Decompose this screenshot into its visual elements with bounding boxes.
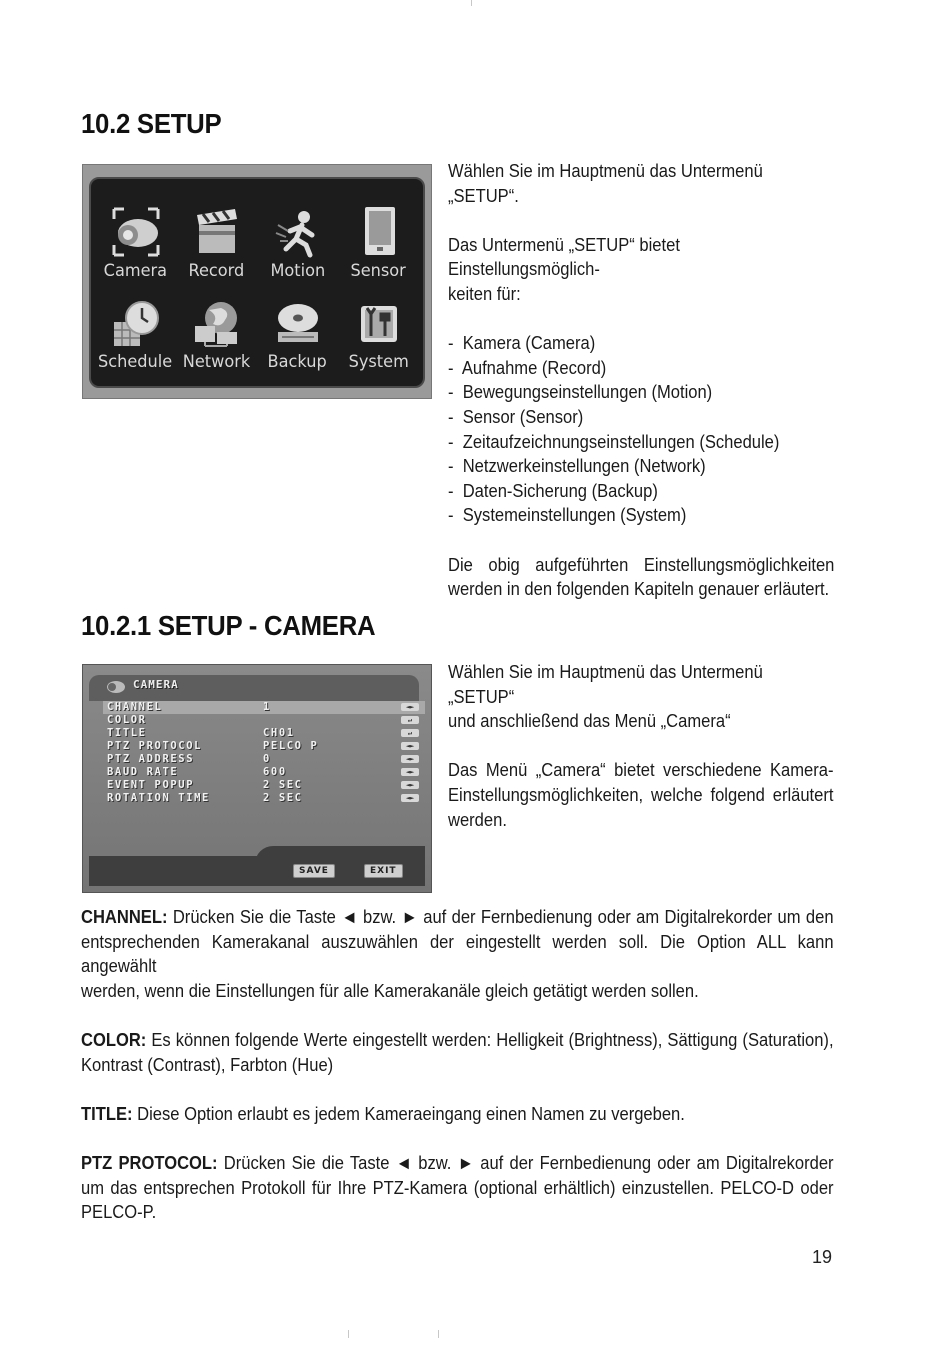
camera-row-color — [103, 714, 425, 727]
camera-menu-title: CAMERA — [133, 678, 179, 691]
paragraph-text: Drücken Sie die Taste ◄ bzw. ► auf der Fernbedienung oder am Digitalrekorder um den — [172, 907, 834, 927]
disc-drive-icon — [270, 296, 326, 350]
clock-calendar-icon — [108, 296, 164, 350]
arrow-keys-icon: ◄► — [401, 768, 419, 776]
setup-options-list — [448, 331, 834, 528]
list-item: - Sensor (Sensor) — [448, 405, 834, 430]
channel-paragraph-line2: entsprechenden Kamerakanal auszuwählen der eingestellt werden soll. Die Option ALL kann angewählt — [81, 931, 834, 977]
running-figure-icon — [270, 205, 326, 259]
camera-desc-line2: Einstellungsmöglichkeiten, welche folgend erläutert — [448, 784, 834, 805]
camera-intro-line1: Wählen Sie im Hauptmenü das Untermenü „SETUP“ — [448, 662, 763, 707]
arrow-keys-icon: ◄► — [401, 755, 419, 763]
menu-label: Sensor — [350, 260, 407, 281]
row-value: 2 SEC — [263, 792, 303, 804]
row-key: CHANNEL — [107, 701, 163, 713]
setup-offers-line1: Das Untermenü „SETUP“ bietet Einstellungsmöglich- — [448, 234, 680, 280]
enter-key-icon: ↵ — [401, 729, 419, 737]
row-key: PTZ PROTOCOL — [107, 740, 203, 752]
ptz-paragraph-line1 — [81, 1151, 834, 1176]
camera-row-event-popup — [103, 779, 425, 792]
arrow-keys-icon: ◄► — [401, 781, 419, 789]
setup-outro-line2: werden in den folgenden Kapiteln genauer erläutert. — [448, 579, 830, 600]
camera-icon — [108, 205, 164, 259]
ptz-term: PTZ PROTOCOL: — [81, 1152, 218, 1173]
arrow-keys-icon: ◄► — [401, 742, 419, 750]
paragraph-text: Es können folgende Werte eingestellt werden: Helligkeit (Brightness), Sättigung (Saturation), — [151, 1029, 834, 1050]
list-item: - Zeitaufzeichnungseinstellungen (Schedule) — [448, 430, 834, 455]
paragraph-text: Drücken Sie die Taste ◄ bzw. ► auf der Fernbedienung oder am Digitalrekorder — [223, 1152, 834, 1173]
row-value: 600 — [263, 766, 287, 778]
setup-menu-panel — [89, 177, 425, 388]
setup-offers-line2: keiten für: — [448, 283, 521, 304]
menu-label: Schedule — [98, 352, 173, 372]
row-key: EVENT POPUP — [107, 779, 195, 791]
list-item: - Kamera (Camera) — [448, 331, 834, 356]
list-item: - Systemeinstellungen (System) — [448, 503, 834, 528]
crop-mark — [471, 0, 472, 6]
camera-row-baud-rate — [103, 766, 425, 779]
setup-intro: Wählen Sie im Hauptmenü das Untermenü „SETUP“. — [448, 161, 763, 206]
setup-outro-line1: Die obig aufgeführten Einstellungsmöglichkeiten — [448, 554, 835, 575]
camera-desc-line3: werden. — [448, 809, 507, 830]
enter-key-icon: ↵ — [401, 716, 419, 724]
camera-settings-list — [103, 701, 425, 805]
clapperboard-icon — [189, 205, 245, 259]
setup-menu-screenshot — [82, 164, 432, 399]
camera-row-ptz-address — [103, 753, 425, 766]
title-term: TITLE: — [81, 1103, 133, 1124]
menu-item-system — [338, 289, 419, 381]
menu-label: Backup — [267, 352, 328, 372]
menu-item-record — [176, 197, 257, 289]
row-value: CH01 — [263, 727, 295, 739]
ptz-paragraph-line3: PELCO-P. — [81, 1202, 157, 1223]
camera-small-icon — [103, 675, 127, 697]
color-paragraph-line2: Kontrast (Contrast), Farbton (Hue) — [81, 1054, 334, 1075]
row-value: 1 — [263, 701, 271, 713]
tools-icon — [351, 296, 407, 350]
menu-item-motion — [257, 197, 338, 289]
camera-row-ptz-protocol — [103, 740, 425, 753]
globe-network-icon — [189, 296, 245, 350]
save-button: SAVE — [293, 864, 335, 878]
channel-term: CHANNEL: — [81, 907, 168, 927]
row-value: 2 SEC — [263, 779, 303, 791]
crop-mark — [438, 1330, 439, 1338]
row-value: 0 — [263, 753, 271, 765]
camera-desc-line1: Das Menü „Camera“ bietet verschiedene Kamera- — [448, 760, 834, 781]
camera-description — [448, 660, 833, 832]
paragraph-text: Diese Option erlaubt es jedem Kameraeingang einen Namen zu vergeben. — [137, 1103, 685, 1124]
sensor-panel-icon — [351, 205, 407, 259]
row-key: COLOR — [107, 714, 147, 726]
list-item: - Netzwerkeinstellungen (Network) — [448, 454, 834, 479]
section-heading-camera: 10.2.1 SETUP - CAMERA — [81, 610, 376, 641]
row-key: TITLE — [107, 727, 147, 739]
row-key: ROTATION TIME — [107, 792, 210, 804]
row-key: PTZ ADDRESS — [107, 753, 195, 765]
ptz-paragraph-line2: um das entsprechen Protokoll für Ihre PTZ-Kamera (optional erhältlich) einzustellen. PELCO-D oder — [81, 1177, 834, 1198]
list-item: - Bewegungseinstellungen (Motion) — [448, 380, 834, 405]
menu-item-schedule — [95, 289, 176, 381]
menu-label: Record — [188, 260, 245, 281]
crop-mark — [348, 1330, 349, 1338]
arrow-keys-icon: ◄► — [401, 703, 419, 711]
section-heading-setup: 10.2 SETUP — [81, 108, 222, 139]
menu-label: Network — [182, 352, 251, 372]
camera-row-title — [103, 727, 425, 740]
color-term: COLOR: — [81, 1029, 147, 1050]
color-paragraph-line1 — [81, 1028, 834, 1053]
menu-item-sensor — [338, 197, 419, 289]
camera-row-channel — [103, 701, 425, 714]
arrow-keys-icon: ◄► — [401, 794, 419, 802]
option-descriptions — [81, 905, 834, 1225]
list-item: - Daten-Sicherung (Backup) — [448, 479, 834, 504]
menu-label: System — [348, 352, 409, 372]
menu-item-backup — [257, 289, 338, 381]
exit-button: EXIT — [364, 864, 403, 878]
menu-item-camera — [95, 197, 176, 289]
menu-label: Camera — [103, 260, 168, 281]
row-key: BAUD RATE — [107, 766, 179, 778]
channel-paragraph-line3: werden, wenn die Einstellungen für alle Kamerakanäle gleich getätigt werden sollen. — [81, 980, 699, 1001]
setup-description — [448, 159, 834, 602]
camera-row-rotation-time — [103, 792, 425, 805]
camera-menu-screenshot — [82, 664, 432, 893]
menu-item-network — [176, 289, 257, 381]
menu-label: Motion — [270, 260, 325, 281]
list-item: - Aufnahme (Record) — [448, 356, 834, 381]
row-value: PELCO P — [263, 740, 319, 752]
page-number: 19 — [811, 1247, 832, 1267]
channel-paragraph-line1 — [81, 905, 834, 930]
camera-intro-line2: und anschließend das Menü „Camera“ — [448, 711, 731, 732]
title-paragraph-line1 — [81, 1102, 834, 1127]
